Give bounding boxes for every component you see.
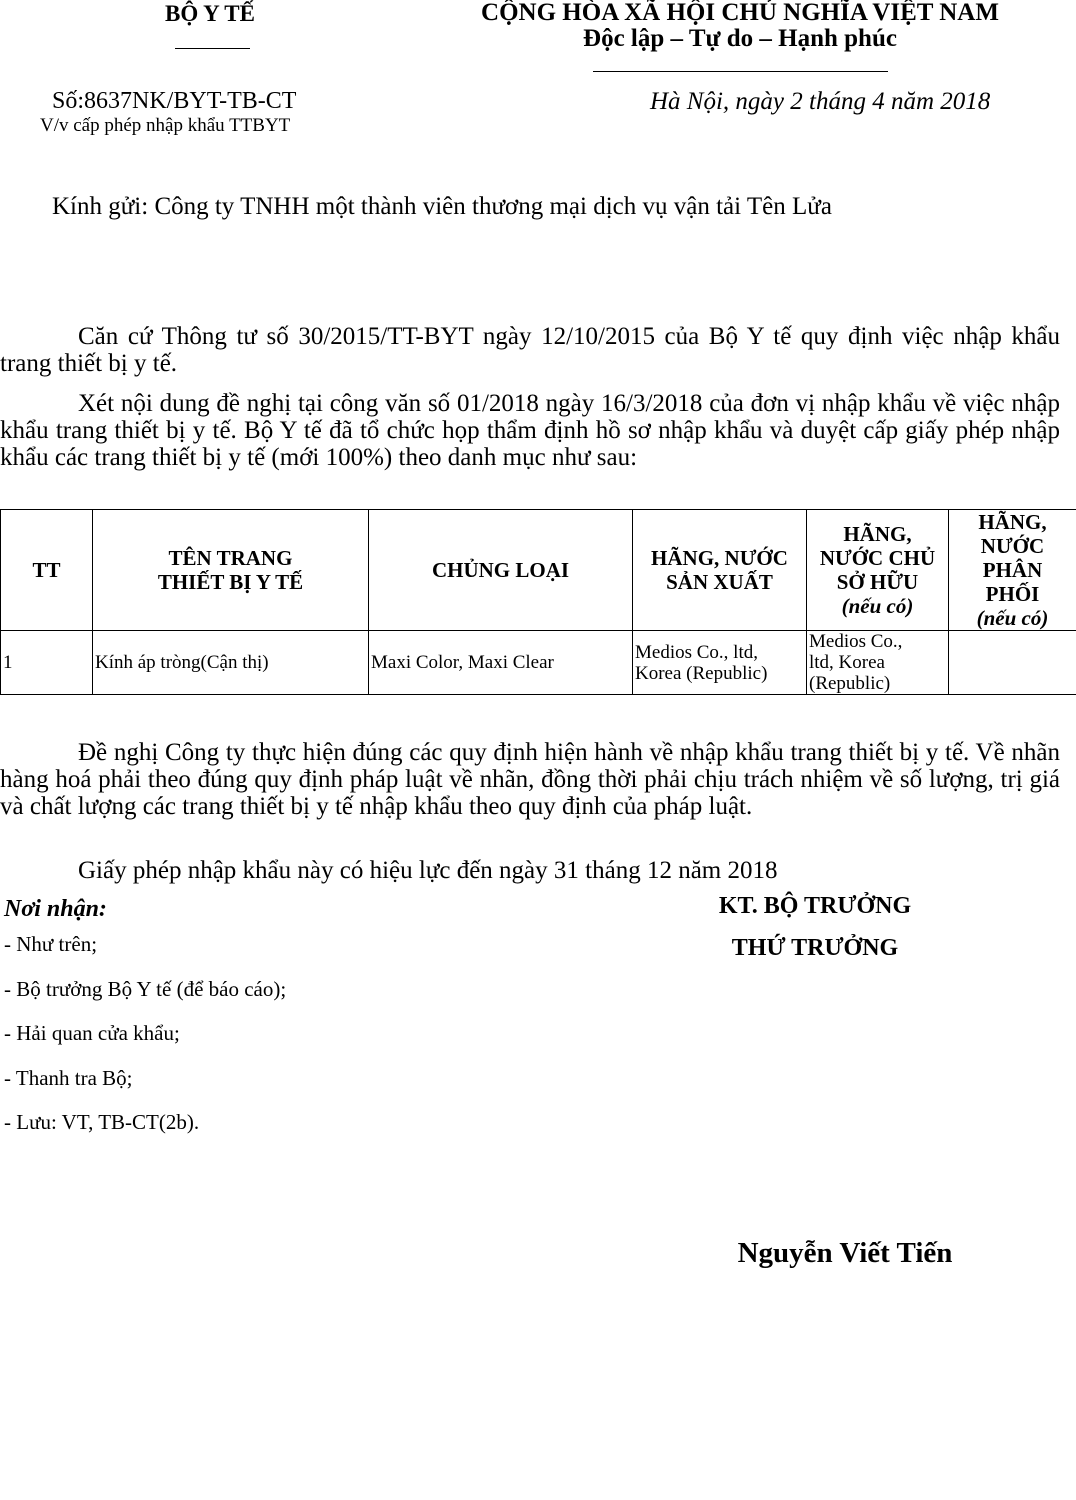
national-motto: Độc lập – Tự do – Hạnh phúc (583, 25, 897, 52)
body-paragraph-1 (0, 323, 1060, 377)
header-tt: TT (1, 510, 93, 631)
header-owner: HÃNG, NƯỚC CHỦ SỞ HỮU (nếu có) (807, 510, 949, 631)
ministry-underline (175, 48, 250, 49)
recipients-label: Nơi nhận: (4, 896, 107, 922)
ministry-name: BỘ Y TẾ (165, 1, 255, 26)
cell-owner: Medios Co., ltd, Korea (Republic) (807, 631, 949, 695)
document-number: Số:8637NK/BYT-TB-CT (52, 88, 297, 114)
motto-underline (593, 71, 888, 72)
cell-manufacturer: Medios Co., ltd, Korea (Republic) (633, 631, 807, 695)
body-paragraph-3 (0, 739, 1060, 820)
para2-text: Xét nội dung đề nghị tại công văn số 01/2018 ngày 16/3/2018 của đơn vị nhập khẩu về việc nhập khẩu trang thiết bị y tế. Bộ Y tế đã tổ chức họp thẩm định hồ sơ nhập khẩu và duyệt cấp giấy phép nhập khẩu các trang thiết bị y tế (mới 100%) theo danh mục như sau: (0, 390, 1060, 471)
nation-block (420, 0, 1060, 52)
document-subject: V/v cấp phép nhập khẩu TTBYT (40, 115, 291, 136)
header-device-name: TÊN TRANG THIẾT BỊ Y TẾ (93, 510, 369, 631)
recipient-item: - Thanh tra Bộ; (4, 1066, 133, 1090)
cell-type: Maxi Color, Maxi Clear (369, 631, 633, 695)
table-header-row (1, 510, 1076, 631)
table-row (1, 631, 1076, 695)
header-type: CHỦNG LOẠI (369, 510, 633, 631)
signature-title-2: THỨ TRƯỞNG (731, 935, 899, 961)
header-manufacturer: HÃNG, NƯỚC SẢN XUẤT (633, 510, 807, 631)
recipient-item: - Lưu: VT, TB-CT(2b). (4, 1110, 200, 1134)
signature-title-1: KT. BỘ TRƯỞNG (718, 893, 912, 919)
para1-text: Căn cứ Thông tư số 30/2015/TT-BYT ngày 12/10/2015 của Bộ Y tế quy định việc nhập khẩu trang thiết bị y tế. (0, 323, 1060, 377)
cell-distributor (949, 631, 1076, 695)
ministry-block (60, 0, 360, 28)
body-paragraph-4 (0, 857, 1060, 884)
signer-name: Nguyễn Viết Tiến (737, 1237, 953, 1269)
recipient-item: - Hải quan cửa khẩu; (4, 1021, 180, 1045)
recipient-item: - Như trên; (4, 932, 98, 956)
para4-text: Giấy phép nhập khẩu này có hiệu lực đến ngày 31 tháng 12 năm 2018 (78, 857, 778, 884)
para3-text: Đề nghị Công ty thực hiện đúng các quy định hiện hành về nhập khẩu trang thiết bị y tế. Về nhãn hàng hoá phải theo đúng quy định pháp luật về nhãn, đồng thời phải chịu trách nhiệm về số lượng, trị giá và chất lượng các trang thiết bị y tế nhập khẩu theo quy định của pháp luật. (0, 739, 1060, 820)
recipient-item: - Bộ trưởng Bộ Y tế (để báo cáo); (4, 977, 287, 1001)
nation-title: CỘNG HÒA XÃ HỘI CHỦ NGHĨA VIỆT NAM (481, 0, 999, 26)
body-paragraph-2 (0, 390, 1060, 471)
cell-device-name: Kính áp tròng(Cận thị) (93, 631, 369, 695)
cell-tt: 1 (1, 631, 93, 695)
document-date: Hà Nội, ngày 2 tháng 4 năm 2018 (650, 88, 991, 115)
header-distributor: HÃNG, NƯỚC PHÂN PHỐI (nếu có) (949, 510, 1076, 631)
equipment-table (0, 509, 1076, 695)
addressee: Kính gửi: Công ty TNHH một thành viên thương mại dịch vụ vận tải Tên Lửa (52, 193, 832, 220)
